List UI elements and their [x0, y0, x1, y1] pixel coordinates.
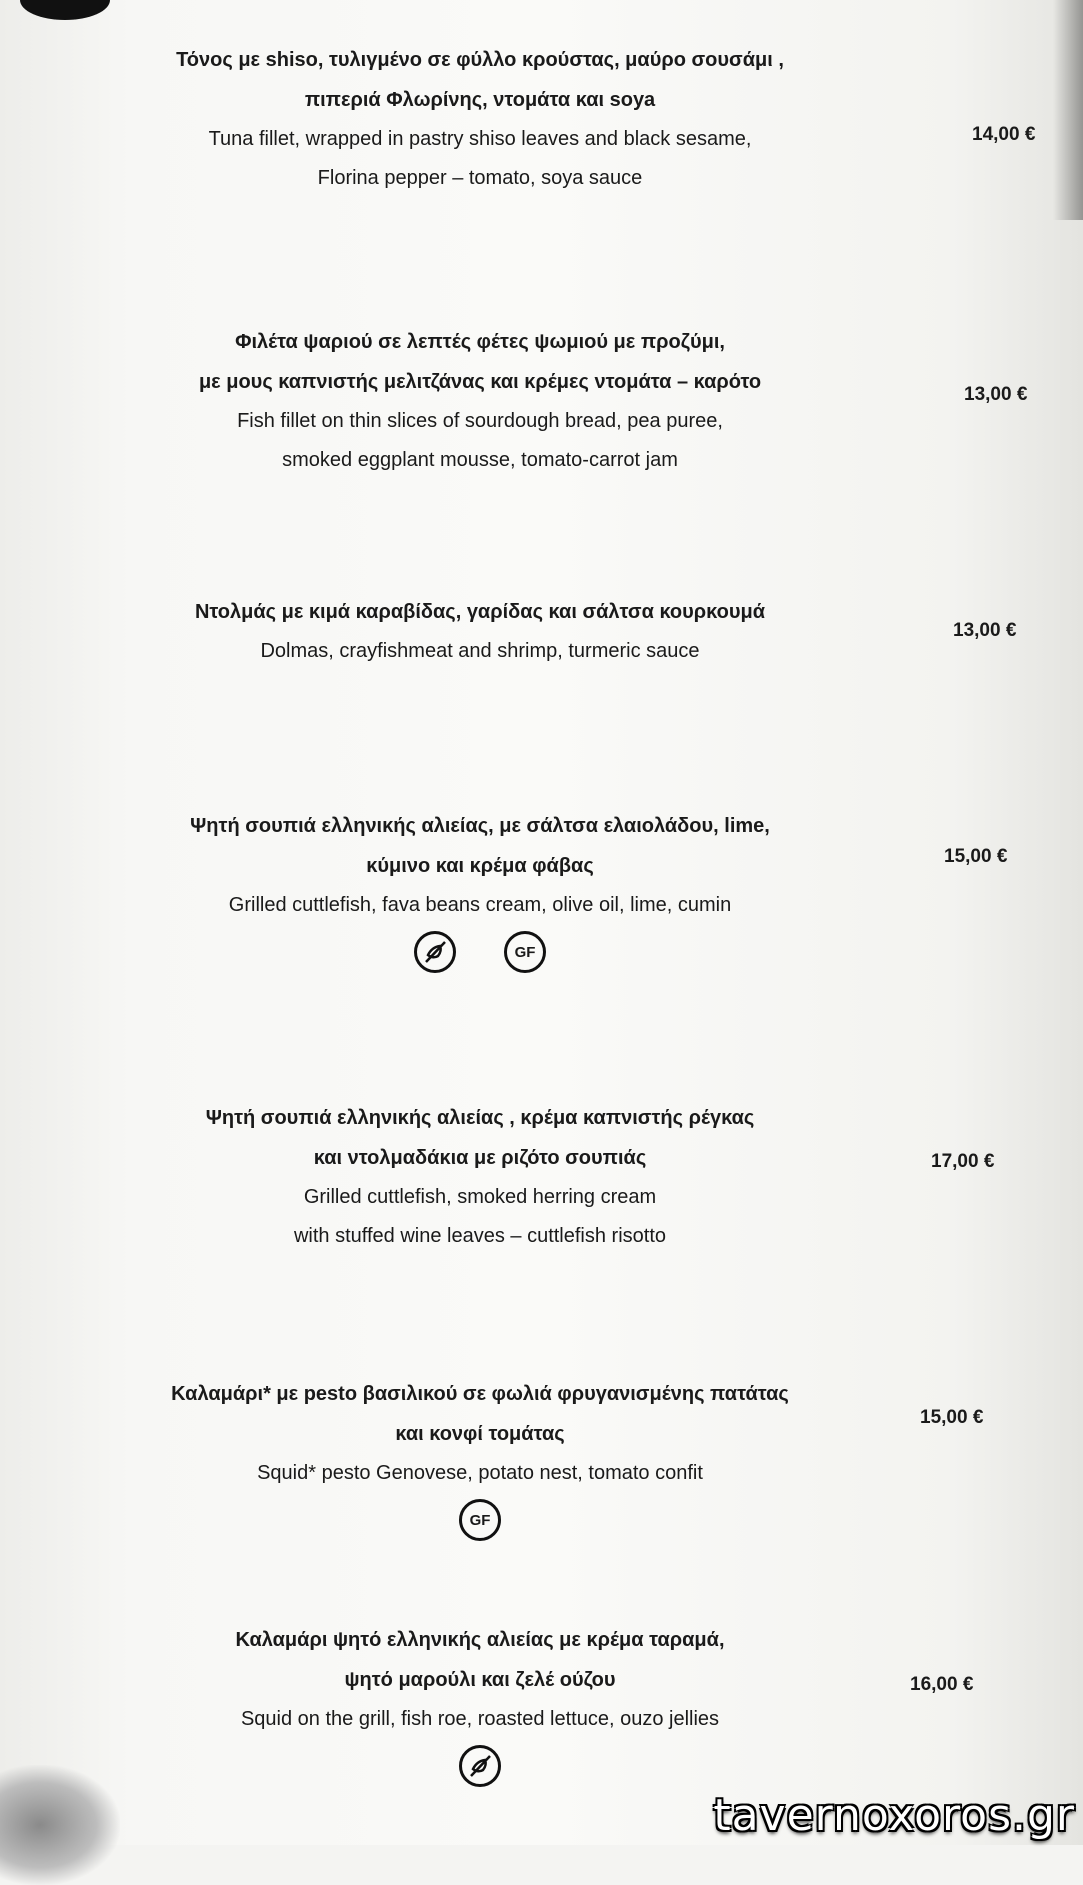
menu-item [100, 322, 860, 480]
menu-item [100, 40, 860, 198]
dish-name-greek: Ψητή σουπιά ελληνικής αλιείας, με σάλτσα ελαιολάδου, lime, [190, 815, 770, 837]
dish-name-english: smoked eggplant mousse, tomato-carrot jam [282, 449, 678, 471]
dish-price: 17,00 € [931, 1151, 995, 1172]
dish-name-english: Florina pepper – tomato, soya sauce [317, 167, 643, 189]
dish-price: 13,00 € [953, 620, 1017, 641]
dish-name-greek: Ντολμάς με κιμά καραβίδας, γαρίδας και σάλτσα κουρκουμά [194, 601, 766, 623]
dish-name-greek: Καλαμάρι ψητό ελληνικής αλιείας με κρέμα ταραμά, [235, 1629, 725, 1651]
dish-name-greek: και κονφί τομάτας [395, 1423, 565, 1445]
dish-price: 16,00 € [910, 1674, 974, 1695]
dietary-icons [100, 931, 860, 973]
page-edge-shadow [1053, 0, 1083, 220]
dish-name-english: Squid on the grill, fish roe, roasted lettuce, ouzo jellies [240, 1708, 720, 1730]
dish-name-greek: ψητό μαρούλι και ζελέ ούζου [344, 1669, 616, 1691]
menu-item [100, 1620, 860, 1787]
dish-name-greek: Φιλέτα ψαριού σε λεπτές φέτες ψωμιού με προζύμι, [235, 331, 725, 353]
site-watermark: tavernoxoros.gr [713, 1790, 1075, 1841]
dish-name-english: Dolmas, crayfishmeat and shrimp, turmeric sauce [260, 640, 700, 662]
lactose-free-icon [414, 931, 456, 973]
menu-item [100, 806, 860, 973]
dish-name-greek: και ντολμαδάκια με ριζότο σουπιάς [313, 1147, 647, 1169]
dish-name-greek: Καλαμάρι* με pesto βασιλικού σε φωλιά φρυγανισμένης πατάτας [171, 1383, 789, 1405]
dish-price: 14,00 € [972, 124, 1036, 145]
dish-price: 15,00 € [944, 846, 1008, 867]
dish-name-english: Tuna fillet, wrapped in pastry shiso leaves and black sesame, [208, 128, 752, 150]
dish-name-greek: κύμινο και κρέμα φάβας [366, 855, 594, 877]
menu-item [100, 592, 860, 671]
dish-name-english: with stuffed wine leaves – cuttlefish risotto [293, 1225, 667, 1247]
menu-item [100, 1098, 860, 1256]
dish-name-english: Squid* pesto Genovese, potato nest, tomato confit [257, 1462, 703, 1484]
dish-name-english: Grilled cuttlefish, smoked herring cream [303, 1186, 657, 1208]
dish-name-greek: Τόνος με shiso, τυλιγμένο σε φύλλο κρούστας, μαύρο σουσάμι , [176, 49, 784, 71]
dietary-icons [100, 1499, 860, 1541]
dish-price: 13,00 € [964, 384, 1028, 405]
dish-name-english: Fish fillet on thin slices of sourdough bread, pea puree, [237, 410, 723, 432]
dish-name-english: Grilled cuttlefish, fava beans cream, olive oil, lime, cumin [228, 894, 732, 916]
dish-name-greek: πιπεριά Φλωρίνης, ντομάτα και soya [304, 89, 656, 111]
lactose-free-icon [459, 1745, 501, 1787]
menu-item [100, 1374, 860, 1541]
dish-price: 15,00 € [920, 1407, 984, 1428]
dish-name-greek: Ψητή σουπιά ελληνικής αλιείας , κρέμα καπνιστής ρέγκας [205, 1107, 755, 1129]
gluten-free-icon: GF [504, 931, 546, 973]
gluten-free-icon: GF [459, 1499, 501, 1541]
page-corner-shadow [20, 0, 110, 20]
dietary-icons [100, 1745, 860, 1787]
dish-name-greek: με μους καπνιστής μελιτζάνας και κρέμες ντομάτα – καρότο [198, 371, 762, 393]
